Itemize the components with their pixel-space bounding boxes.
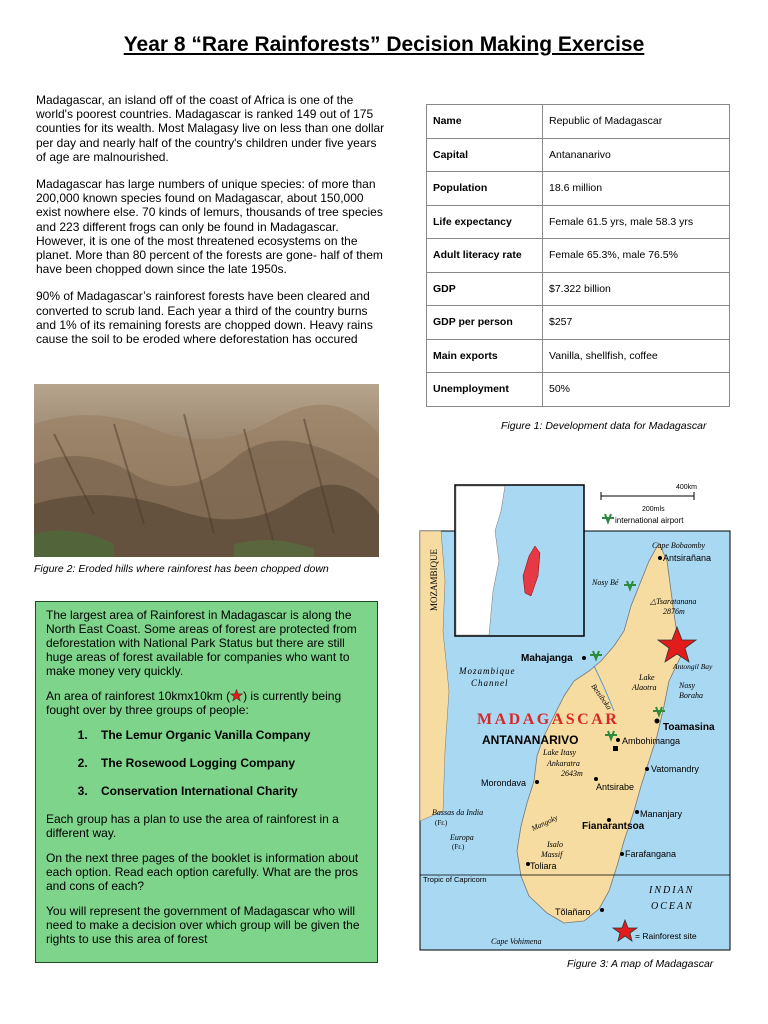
- development-data-table: [426, 104, 730, 407]
- info-paragraph: Each group has a plan to use the area of rainforest in a different way.: [46, 812, 339, 840]
- table-row: [427, 138, 730, 172]
- place-label: Cape Bobaomby: [652, 541, 706, 550]
- row-label: GDP per person: [427, 306, 543, 340]
- row-value: $7.322 billion: [543, 272, 730, 306]
- row-value: $257: [543, 306, 730, 340]
- place-label: Isalo: [547, 840, 563, 849]
- page-title: Year 8 “Rare Rainforests” Decision Making Exercise: [123, 33, 645, 56]
- row-value: Female 65.3%, male 76.5%: [543, 239, 730, 273]
- place-label: Alaotra: [632, 683, 657, 692]
- intro-paragraph: Madagascar has large numbers of unique species: of more than 200,000 known species found on Madagascar, about 150,000 exist nowhere else. 70 kinds of lemurs, thousands of tree species and 223 different frogs can only be found in Madagascar. However, it is one of the most threatened ecosystems on the planet. More than 80 percent of the forests are gone- half of them have been chopped down since the late 1950s.: [36, 177, 383, 277]
- table-row: [427, 373, 730, 407]
- info-paragraph: The largest area of Rainforest in Madagascar is along the North East Coast. Some areas of forest are protected from deforestation with National Park Status but there are still huge areas of forest available for companies who want to make money very quickly.: [46, 608, 357, 678]
- place-label: Toamasina: [663, 722, 715, 733]
- label-indian-ocean: INDIAN: [649, 885, 695, 896]
- place-label: Boraha: [679, 691, 703, 700]
- table-row: [427, 239, 730, 273]
- figure-1-caption: Figure 1: Development data for Madagascar: [501, 420, 707, 432]
- row-label: Main exports: [427, 339, 543, 373]
- row-label: Adult literacy rate: [427, 239, 543, 273]
- table-row: [427, 272, 730, 306]
- info-text: ) is currently being fought over by three groups of people:: [46, 689, 342, 717]
- info-paragraph: [46, 689, 367, 717]
- info-paragraph: On the next three pages of the booklet is information about each option. Read each option carefully. What are the pros and cons of each?: [46, 851, 359, 893]
- star-icon: [230, 689, 243, 702]
- place-label: Toliara: [530, 861, 557, 871]
- place-label: Ambohimanga: [622, 736, 681, 746]
- place-label: Antsirabe: [596, 782, 635, 792]
- row-value: Republic of Madagascar: [543, 105, 730, 139]
- label-capital: ANTANANARIVO: [482, 733, 579, 747]
- info-paragraph: You will represent the government of Madagascar who will need to make a decision over which group will be given the rights to use this area of forest: [46, 904, 360, 946]
- table-row: [427, 172, 730, 206]
- group-item: 1. The Lemur Organic Vanilla Company: [91, 728, 367, 742]
- scale-km: 400km: [676, 484, 698, 491]
- place-label: Cape Vohimena: [491, 937, 542, 946]
- place-label: Farafangana: [625, 849, 677, 859]
- table-row: [427, 306, 730, 340]
- place-label: Morondava: [481, 778, 527, 788]
- row-value: Female 61.5 yrs, male 58.3 yrs: [543, 205, 730, 239]
- figure-3-caption: Figure 3: A map of Madagascar: [567, 958, 714, 970]
- intro-paragraph: Madagascar, an island off of the coast of Africa is one of the world's poorest countries. Madagascar is ranked 149 out of 175 counties for its wealth. Most Malagasy live on less than one dollar per day and nearly half of the country's children under five years of age are malnourished.: [36, 93, 385, 164]
- row-label: Name: [427, 105, 543, 139]
- place-label: Nosy: [679, 681, 695, 690]
- groups-list: [46, 728, 367, 798]
- table-row: [427, 205, 730, 239]
- row-label: Life expectancy: [427, 205, 543, 239]
- label-indian-ocean: OCEAN: [651, 901, 694, 912]
- place-label: Europa: [450, 833, 474, 842]
- airplane-icon: [602, 514, 614, 522]
- place-label: △Tsaratanana: [650, 597, 697, 606]
- place-label: Mananjary: [640, 809, 683, 819]
- place-label: (Fr.): [435, 819, 448, 827]
- label-madagascar: MADAGASCAR: [477, 711, 620, 728]
- row-label: Capital: [427, 138, 543, 172]
- place-label: 2876m: [663, 607, 685, 616]
- group-item: 3. Conservation International Charity: [91, 784, 367, 798]
- row-value: 50%: [543, 373, 730, 407]
- row-value: 18.6 million: [543, 172, 730, 206]
- place-label: Betsiboka: [589, 681, 614, 712]
- row-value: Vanilla, shellfish, coffee: [543, 339, 730, 373]
- place-label: Antongil Bay: [673, 662, 713, 671]
- madagascar-map: [419, 481, 731, 951]
- place-label: Mangoky: [530, 812, 560, 833]
- label-tropic: Tropic of Capricorn: [423, 875, 487, 884]
- place-label: Massif: [541, 850, 563, 859]
- rainforest-legend: = Rainforest site: [635, 931, 697, 941]
- place-label: Tõlañaro: [555, 907, 591, 917]
- row-value: Antananarivo: [543, 138, 730, 172]
- label-channel: Channel: [471, 678, 509, 688]
- place-label: Fianarantsoa: [582, 821, 645, 832]
- eroded-hills-photo: [34, 384, 379, 557]
- place-label: Nosy Bé: [592, 578, 619, 587]
- scale-miles: 200mls: [642, 506, 665, 513]
- place-label: Lake Itasy: [543, 748, 577, 757]
- place-label: 2643m: [561, 769, 583, 778]
- place-label: Lake: [639, 673, 655, 682]
- group-item: 2. The Rosewood Logging Company: [91, 756, 367, 770]
- place-label: Ankaratra: [547, 759, 580, 768]
- figure-2-caption: Figure 2: Eroded hills where rainforest has been chopped down: [34, 563, 329, 575]
- row-label: Population: [427, 172, 543, 206]
- place-label: (Fr.): [452, 843, 465, 851]
- table-row: [427, 105, 730, 139]
- place-label: Mahajanga: [521, 653, 573, 664]
- label-mozambique: MOZAMBIQUE: [429, 549, 439, 611]
- rainforest-info-box: [35, 601, 378, 963]
- intro-paragraph: 90% of Madagascar’s rainforest forests have been cleared and converted to scrub land. Each year a third of the country burns and 1% of its remaining forests are chopped down. Heavy rains cause the soil to be eroded where deforestation has occured: [36, 289, 373, 347]
- place-label: Vatomandry: [651, 764, 699, 774]
- row-label: GDP: [427, 272, 543, 306]
- table-row: [427, 339, 730, 373]
- airport-legend: international airport: [615, 516, 684, 525]
- label-channel: Mozambique: [459, 666, 516, 676]
- place-label: Bassas da India: [432, 808, 484, 817]
- info-text: An area of rainforest 10kmx10km (: [46, 689, 231, 703]
- place-label: Antsirañana: [663, 553, 712, 563]
- intro-text: [36, 93, 388, 359]
- row-label: Unemployment: [427, 373, 543, 407]
